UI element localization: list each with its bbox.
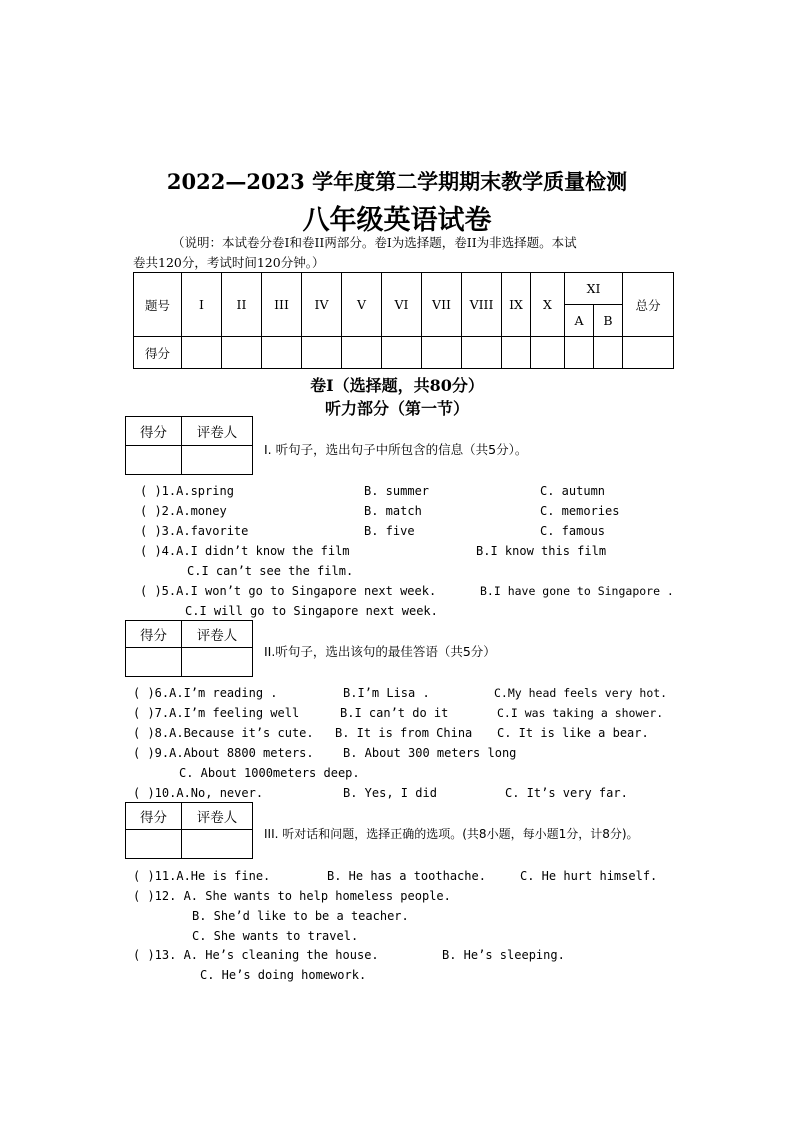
question-7-a: ( )7.A.I’m feeling well [133,706,300,720]
grader-marker-label: 评卷人 [182,621,253,648]
question-9-c: C. About 1000meters deep. [179,766,360,780]
grader-score-label: 得分 [126,417,182,446]
score-cell[interactable] [502,337,531,369]
col-header: IX [502,273,531,337]
question-3-b: B. five [364,524,415,538]
question-12-c: C. She wants to travel. [192,929,359,943]
grader-marker-label: 评卷人 [182,803,253,830]
question-1-c: C. autumn [540,484,606,498]
part1-heading: I. 听句子，选出句子中所包含的信息（共5分）。 [264,442,528,457]
question-11-a: ( )11.A.He is fine. [133,869,271,883]
question-12-b: B. She’d like to be a teacher. [192,909,409,923]
question-number-label: 题号 [134,273,182,337]
question-13-a: ( )13. A. He’s cleaning the house. [133,948,379,962]
col-subheader-a: A [565,305,594,337]
col-header: VII [422,273,462,337]
col-header-xi: XI [565,273,623,305]
question-3-c: C. famous [540,524,606,538]
question-10-b: B. Yes, I did [343,786,437,800]
col-header: III [262,273,302,337]
score-cell[interactable] [302,337,342,369]
grader-score-cell[interactable] [126,830,182,859]
question-7-c: C.I was taking a shower. [497,706,664,720]
question-6-b: B.I’m Lisa . [343,686,430,700]
exam-subtitle: 八年级英语试卷 [302,205,492,236]
col-header: IV [302,273,342,337]
grader-score-cell[interactable] [126,648,182,677]
question-10-c: C. It’s very far. [505,786,628,800]
question-1-b: B. summer [364,484,430,498]
score-cell[interactable] [262,337,302,369]
question-10-a: ( )10.A.No, never. [133,786,264,800]
question-9-b: B. About 300 meters long [343,746,517,760]
question-13-c: C. He’s doing homework. [200,968,367,982]
question-11-c: C. He hurt himself. [520,869,658,883]
score-table [133,272,674,369]
col-header: V [342,273,382,337]
score-cell[interactable] [182,337,222,369]
col-header: II [222,273,262,337]
part3-heading: III. 听对话和问题，选择正确的选项。(共8小题，每小题1分，计8分)。 [264,827,639,841]
grader-marker-cell[interactable] [182,830,253,859]
score-cell[interactable] [342,337,382,369]
question-3-a: ( )3.A.favorite [140,524,249,538]
question-8-c: C. It is like a bear. [497,726,649,740]
question-4-c: C.I can’t see the film. [187,564,354,578]
grader-score-label: 得分 [126,621,182,648]
section-title: 卷I（选择题，共80分） [310,376,484,395]
question-2-a: ( )2.A.money [140,504,227,518]
question-4-b: B.I know this film [476,544,607,558]
grader-box [125,802,253,859]
question-5-a: ( )5.A.I won’t go to Singapore next week. [140,584,437,598]
question-6-a: ( )6.A.I’m reading . [133,686,278,700]
question-5-b: B.I have gone to Singapore . [480,584,674,598]
question-13-b: B. He’s sleeping. [442,948,565,962]
col-header: X [531,273,565,337]
note-line-2: 卷共120分，考试时间120分钟。） [133,255,325,270]
question-5-c: C.I will go to Singapore next week. [185,604,438,618]
total-label: 总分 [623,273,674,337]
grader-score-label: 得分 [126,803,182,830]
score-cell[interactable] [531,337,565,369]
question-12-a: ( )12. A. She wants to help homeless people. [133,889,451,903]
exam-title: 2022—2023 学年度第二学期期末教学质量检测 [166,169,628,194]
grader-marker-cell[interactable] [182,648,253,677]
grader-score-cell[interactable] [126,446,182,475]
col-header: VIII [462,273,502,337]
score-cell[interactable] [462,337,502,369]
score-cell[interactable] [222,337,262,369]
score-cell[interactable] [594,337,623,369]
part2-heading: II.听句子，选出该句的最佳答语（共5分） [264,644,496,659]
score-label: 得分 [134,337,182,369]
section-subtitle: 听力部分（第一节） [324,399,469,418]
score-cell[interactable] [623,337,674,369]
score-cell[interactable] [565,337,594,369]
score-cell[interactable] [422,337,462,369]
question-9-a: ( )9.A.About 8800 meters. [133,746,314,760]
grader-marker-cell[interactable] [182,446,253,475]
question-4-a: ( )4.A.I didn’t know the film [140,544,350,558]
question-6-c: C.My head feels very hot. [494,686,668,700]
grader-marker-label: 评卷人 [182,417,253,446]
note-line-1: （说明：本试卷分卷I和卷II两部分。卷I为选择题，卷II为非选择题。本试 [172,235,577,250]
question-2-b: B. match [364,504,422,518]
grader-box [125,620,253,677]
col-subheader-b: B [594,305,623,337]
question-8-b: B. It is from China [335,726,473,740]
question-1-a: ( )1.A.spring [140,484,234,498]
question-11-b: B. He has a toothache. [327,869,486,883]
grader-box [125,416,253,475]
question-2-c: C. memories [540,504,620,518]
question-7-b: B.I can’t do it [340,706,449,720]
score-cell[interactable] [382,337,422,369]
col-header: I [182,273,222,337]
col-header: VI [382,273,422,337]
question-8-a: ( )8.A.Because it’s cute. [133,726,314,740]
